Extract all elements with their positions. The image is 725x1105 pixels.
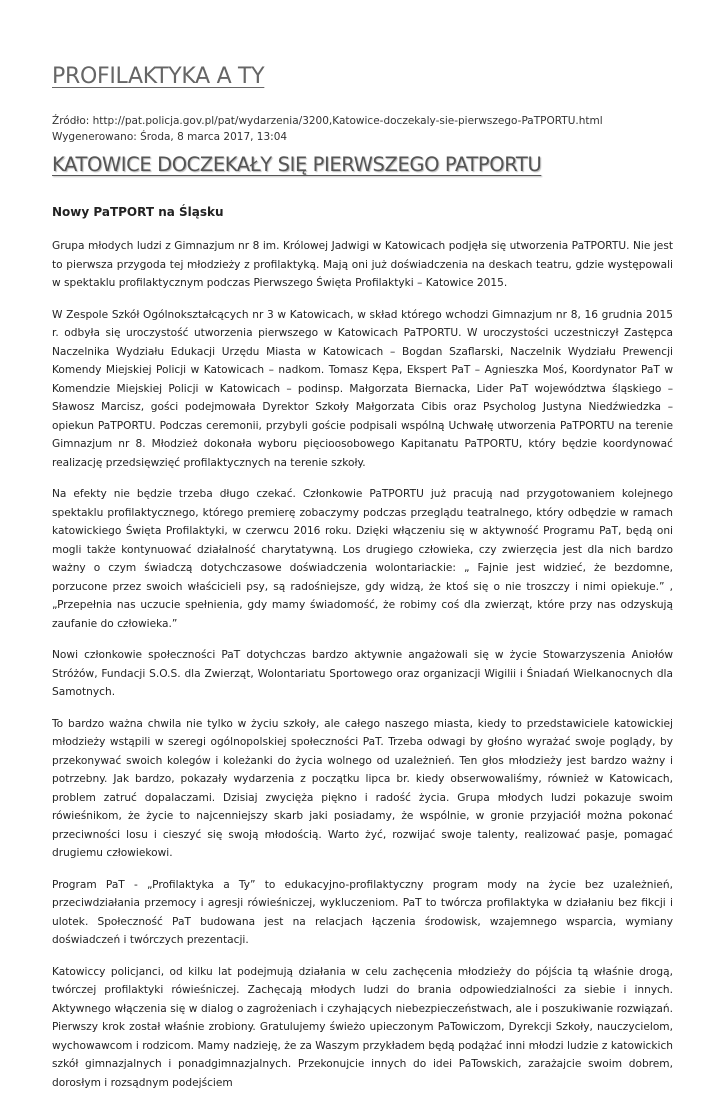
article-paragraph: Na efekty nie będzie trzeba długo czekać. Członkowie PaTPORTU już pracują nad przygotowaniem kolejnego spektaklu profilaktycznego, którego premierę zobaczymy podczas przeglądu teatralnego, który odbędzie w ramach katowickiego Święta Profilaktyki, w czerwcu 2016 roku. Dzięki włączeniu się w aktywność Programu PaT, będą oni mogli także kontynuować działalność charytatywną. Los drugiego człowieka, czy zwierzęcia jest dla nich bardzo ważny o czym świadczą dotychczasowe doświadczenia wolontariackie: „ Fajnie jest widzieć, że bezdomne, porzucone przez swoich właścicieli psy, są radośniejsze, gdy widzą, że ktoś się o nie troszczy i nimi opiekuje.” , „Przepełnia nas uczucie spełnienia, gdy mamy świadomość, że robimy coś dla zwierząt, które przy nas odzyskują zaufanie do człowieka.” [52,488,673,630]
article-paragraph: W Zespole Szkół Ogólnokształcących nr 3 w Katowicach, w skład którego wchodzi Gimnazjum nr 8, 16 grudnia 2015 r. odbyła się uroczystość utworzenia pierwszego w Katowicach PaTPORTU. W uroczystości uczestniczył Zastępca Naczelnika Wydziału Edukacji Urzędu Miasta w Katowicach – Bogdan Szaflarski, Naczelnik Wydziału Prewencji Komendy Miejskiej Policji w Katowicach – nadkom. Tomasz Kępa, Ekspert PaT – Agnieszka Moś, Koordynator PaT w Komendzie Miejskiej Policji w Katowicach – podinsp. Małgorzata Biernacka, Lider PaT województwa śląskiego – Sławosz Marcisz, gości podejmowała Dyrektor Szkoły Małgorzata Cibis oraz Psycholog Justyna Niedźwiedzka – opiekun PaTPORTU. Podczas ceremonii, przybyli goście podpisali wspólną Uchwałę utworzenia PaTPORTU na terenie Gimnazjum nr 8. Młodzież dokonała wyboru pięcioosobowego Kapitanatu PaTPORTU, który będzie koordynować realizację przedsięwzięć profilaktycznych na terenie szkoły. [52,308,673,469]
article-paragraph: Katowiccy policjanci, od kilku lat podejmują działania w celu zachęcenia młodzieży do pójścia tą właśnie drogą, twórczej profilaktyki rówieśniczej. Zachęcają młodych ludzi do brania odpowiedzialności za siebie i innych. Aktywnego włączenia się w dialog o zagrożeniach i czyhających niebezpieczeństwach, ale i poszukiwanie rozwiązań. Pierwszy krok został właśnie zrobiony. Gratulujemy świeżo upieczonym PaTowiczom, Dyrekcji Szkoły, nauczycielom, wychowawcom i rodzicom. Mamy nadzieję, że za Waszym przykładem będą podążać inni młodzi ludzie z katowickich szkół gimnazjalnych i ponadgimnazjalnych. Przekonujcie innych do idei PaTowskich, zarażajcie swoim dobrem, dorosłym i rozsądnym podejściem [52,965,673,1089]
article-paragraph: Grupa młodych ludzi z Gimnazjum nr 8 im. Królowej Jadwigi w Katowicach podjęła się utworzenia PaTPORTU. Nie jest to pierwsza przygoda tej młodzieży z profilaktyką. Mają oni już doświadczenia na deskach teatru, gdzie występowali w spektaklu profilaktycznym podczas Pierwszego Święta Profilaktyki – Katowice 2015. [52,240,673,289]
article-body [52,237,673,1105]
article-paragraph: To bardzo ważna chwila nie tylko w życiu szkoły, ale całego naszego miasta, kiedy to przedstawiciele katowickiej młodzieży wstąpili w szeregi ogólnopolskiej społeczności PaT. Trzeba odwagi by głośno wyrażać swoje poglądy, by przekonywać swoich kolegów i koleżanki do życia wolnego od uzależnień. Ten głos młodzieży jest bardzo ważny i potrzebny. Jak bardzo, pokazały wydarzenia z początku lipca br. kiedy obserwowaliśmy, również w Katowicach, problem zatruć dopalaczami. Dzisiaj zwycięża piękno i radość życia. Grupa młodych ludzi pokazuje swoim rówieśnikom, że życie to najcenniejszy skarb jaki posiadamy, że wspólnie, w gronie przyjaciół można pokonać przeciwności losu i cieszyć się swoją młodością. Warto żyć, rozwijać swoje talenty, realizować pasje, pomagać drugiemu człowiekowi. [52,717,673,859]
article-paragraph: Nowi członkowie społeczności PaT dotychczas bardzo aktywnie angażowali się w życie Stowarzyszenia Aniołów Stróżów, Fundacji S.O.S. dla Zwierząt, Wolontariatu Sportowego oraz organizacji Wigilii i Śniadań Wielkanocnych dla Samotnych. [52,649,673,698]
source-line: Źródło: http://pat.policja.gov.pl/pat/wydarzenia/3200,Katowice-doczekaly-sie-pierwszego-PaTPORTU.html [52,115,603,127]
article-paragraph: Program PaT - „Profilaktyka a Ty” to edukacyjno-profilaktyczny program mody na życie bez uzależnień, przeciwdziałania przemocy i agresji rówieśniczej, wykluczeniom. PaT to twórcza profilaktyka w działaniu bez fikcji i ulotek. Społeczność PaT budowana jest na relacjach łączenia środowisk, wzajemnego wsparcia, wymiany doświadczeń i twórczych prezentacji. [52,878,673,946]
generated-date: Wygenerowano: Środa, 8 marca 2017, 13:04 [52,131,288,143]
document-meta [52,113,673,145]
site-title: PROFILAKTYKA A TY [52,64,265,89]
article-subtitle: Nowy PaTPORT na Śląsku [52,205,224,219]
article-title: KATOWICE DOCZEKAŁY SIĘ PIERWSZEGO PATPORTU [52,153,542,176]
